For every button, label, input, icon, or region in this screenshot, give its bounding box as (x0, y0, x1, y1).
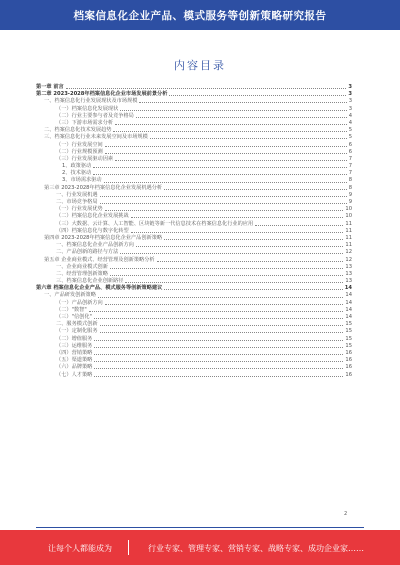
toc-entry-page: 14 (345, 292, 352, 299)
toc-entry-title: （三）运维服务 (56, 342, 93, 349)
toc-leader-dots (100, 196, 347, 197)
toc-entry-page: 15 (345, 328, 352, 335)
toc-entry-page: 14 (345, 306, 352, 313)
toc-entry-title: （四）档案信息化与数字化转型 (56, 227, 129, 234)
toc-leader-dots (94, 376, 343, 377)
toc-entry-page: 13 (345, 270, 352, 277)
toc-entry-title: 第五章 企业商业模式、经营管理及创新策略分析 (44, 256, 155, 263)
toc-entry-title: （二）增值服务 (56, 335, 93, 342)
report-header (0, 0, 400, 30)
toc-entry-title: （二）行业主要参与者及竞争格局 (56, 112, 134, 119)
footer-banner (0, 530, 400, 565)
toc-leader-dots (139, 102, 346, 103)
footer-slogan-left: 让每个人都能成为 (48, 544, 112, 553)
toc-entry-page: 12 (345, 256, 352, 263)
toc-entry-page: 16 (345, 349, 352, 356)
toc-entry[interactable] (36, 134, 352, 141)
toc-entry-title: （二）"数智" (56, 306, 87, 313)
toc-leader-dots (94, 368, 343, 369)
toc-entry[interactable] (36, 336, 352, 343)
toc-entry-title: 二、市场竞争格局 (56, 199, 98, 205)
toc-entry-title: （七）人才策略 (56, 371, 93, 378)
report-title: 档案信息化企业产品、模式服务等创新策略研究报告 (73, 10, 327, 22)
toc-entry[interactable] (36, 257, 352, 264)
toc-entry-page: 5 (348, 127, 352, 134)
toc-leader-dots (93, 167, 346, 168)
toc-entry[interactable] (36, 300, 352, 307)
toc-entry[interactable] (36, 372, 352, 379)
toc-entry-title: 一、行业发展机遇 (56, 191, 98, 198)
toc-entry-title: （二）行业规模预测 (56, 148, 103, 155)
toc-entry[interactable] (36, 213, 352, 220)
toc-entry-title: 第四章 2023-2028年档案信息化企业产品创新策略 (44, 234, 163, 241)
toc-entry[interactable] (36, 307, 352, 314)
toc-leader-dots (115, 124, 347, 125)
toc-entry[interactable] (36, 343, 352, 350)
toc-entry-page: 3 (348, 105, 352, 112)
toc-leader-dots (169, 95, 346, 96)
toc-entry-page: 11 (345, 227, 352, 234)
toc-entry-title: 3、市场需求驱动 (62, 177, 102, 184)
toc-leader-dots (113, 131, 346, 132)
toc-entry[interactable] (36, 228, 352, 235)
toc-entry[interactable] (36, 113, 352, 120)
toc-entry[interactable] (36, 221, 352, 228)
toc-leader-dots (255, 225, 343, 226)
toc-leader-dots (164, 189, 347, 190)
toc-entry-title: 一、产品研发创新策略 (44, 292, 96, 299)
toc-entry-page: 9 (348, 191, 352, 198)
toc-entry-title: （一）行业发展空间 (56, 141, 103, 148)
footer-separator (128, 540, 129, 555)
toc-entry[interactable] (36, 364, 352, 371)
toc-entry-title: 三、档案信息化企业创新路径 (56, 278, 124, 285)
toc-leader-dots (120, 110, 346, 111)
toc-entry[interactable] (36, 271, 352, 278)
toc-entry-title: （三）行业发展驱动因素 (56, 155, 114, 162)
toc-leader-dots (125, 282, 343, 283)
toc-leader-dots (150, 138, 347, 139)
toc-entry-title: （六）品牌策略 (56, 364, 93, 371)
toc-entry-title: 第一章 前言 (36, 84, 64, 90)
toc-entry-title: 第六章 档案信息化企业产品、模式服务等创新策略建议 (36, 285, 163, 292)
toc-entry[interactable] (36, 185, 352, 192)
toc-leader-dots (100, 203, 347, 204)
toc-entry-page: 6 (348, 148, 352, 155)
toc-entry[interactable] (36, 264, 352, 271)
toc-entry-page: 7 (348, 163, 352, 170)
toc-entry-page: 3 (348, 91, 352, 98)
toc-title: 内容目录 (174, 59, 226, 72)
toc-leader-dots (164, 289, 342, 290)
toc-leader-dots (105, 146, 347, 147)
toc-entry-page: 11 (345, 234, 352, 241)
toc-entry-title: （五）渠道策略 (56, 357, 93, 364)
toc-entry-title: （二）档案信息化企业发展挑战 (56, 213, 129, 220)
toc-entry-title: 二、档案信息化技术发展趋势 (44, 127, 112, 134)
toc-entry[interactable] (36, 142, 352, 149)
toc-leader-dots (94, 347, 343, 348)
toc-leader-dots (164, 239, 343, 240)
toc-entry-title: 2、技术驱动 (62, 170, 92, 177)
toc-leader-dots (94, 361, 343, 362)
toc-leader-dots (105, 210, 344, 211)
toc-entry[interactable] (36, 149, 352, 156)
toc-entry-title: 二、经营管理创新策略 (56, 270, 108, 277)
toc-entry-page: 9 (348, 199, 352, 205)
toc-leader-dots (110, 275, 344, 276)
toc-entry-page: 14 (345, 299, 352, 306)
toc-entry-title: 一、档案信息化行业发展现状及市场规模 (44, 98, 138, 105)
toc-leader-dots (131, 217, 344, 218)
toc-entry[interactable] (36, 328, 352, 335)
toc-entry-title: （一）档案信息化发展现状 (56, 105, 119, 112)
toc-entry[interactable] (36, 98, 352, 105)
toc-entry[interactable] (36, 192, 352, 199)
toc-entry-title: 第三章 2023-2028年档案信息化企业发展机遇分析 (44, 184, 163, 191)
footer-divider (36, 527, 364, 528)
toc-entry-page: 8 (348, 184, 352, 191)
toc-leader-dots (94, 318, 343, 319)
toc-entry-title: （四）营销策略 (56, 349, 93, 356)
toc-entry-page: 14 (344, 285, 352, 292)
toc-entry-title: （一）行业发展优势 (56, 206, 103, 213)
toc-entry-page: 16 (345, 364, 352, 371)
toc-entry-page: 10 (345, 206, 352, 213)
toc-entry-title: （三）"信创化" (56, 314, 92, 320)
toc-entry-page: 16 (345, 371, 352, 378)
toc-entry-page: 15 (345, 342, 352, 349)
toc-leader-dots (89, 311, 344, 312)
toc-leader-dots (98, 297, 344, 298)
toc-leader-dots (94, 340, 343, 341)
toc-entry-title: 三、档案信息化行业未来发展空间及市场规模 (44, 134, 148, 141)
toc-entry-page: 4 (348, 112, 352, 119)
toc-leader-dots (136, 246, 344, 247)
toc-leader-dots (157, 261, 344, 262)
toc-leader-dots (105, 304, 344, 305)
toc-entry-page: 16 (345, 357, 352, 364)
toc-list (36, 84, 352, 379)
toc-leader-dots (100, 332, 344, 333)
toc-entry-page: 15 (345, 321, 352, 328)
toc-entry-title: 第二章 2023-2028年档案信息化企业市场发展前景分析 (36, 91, 168, 98)
toc-entry-page: 7 (348, 155, 352, 162)
toc-entry-page: 12 (345, 249, 352, 256)
toc-leader-dots (131, 232, 344, 233)
toc-entry-page: 11 (345, 220, 352, 227)
toc-entry-page: 8 (348, 177, 352, 184)
toc-entry-title: （一）产品创新方向 (56, 299, 103, 306)
toc-entry-page: 11 (345, 242, 352, 249)
toc-entry-page: 7 (348, 170, 352, 177)
toc-leader-dots (110, 268, 344, 269)
toc-entry-page: 5 (348, 134, 352, 141)
toc-leader-dots (105, 153, 347, 154)
footer-slogan-right: 行业专家、管理专家、营销专家、战略专家、成功企业家…… (148, 544, 364, 553)
toc-entry-title: （一）定制化服务 (56, 328, 98, 335)
toc-entry-page: 3 (348, 98, 352, 105)
toc-leader-dots (66, 88, 347, 89)
toc-leader-dots (120, 253, 343, 254)
toc-entry-page: 15 (345, 335, 352, 342)
toc-entry-page: 3 (348, 84, 352, 90)
toc-entry-page: 4 (348, 119, 352, 126)
toc-entry-page: 13 (345, 263, 352, 270)
toc-leader-dots (115, 160, 347, 161)
toc-entry-title: 一、档案信息化企业产品创新方向 (56, 242, 134, 249)
toc-entry-page: 14 (345, 314, 352, 320)
toc-entry[interactable] (36, 249, 352, 256)
toc-entry-page: 10 (345, 213, 352, 220)
toc-entry-page: 6 (348, 141, 352, 148)
toc-entry-title: （三）下游市场需求分析 (56, 119, 114, 126)
toc-entry[interactable] (36, 292, 352, 299)
toc-leader-dots (94, 354, 343, 355)
toc-entry-title: 一、企业商业模式创新 (56, 263, 108, 270)
toc-leader-dots (104, 182, 347, 183)
toc-entry[interactable] (36, 177, 352, 184)
page-number: 2 (344, 511, 348, 517)
toc-entry[interactable] (36, 106, 352, 113)
toc-entry-title: （三）大数据、云计算、人工智能、区块链等新一代信息技术在档案信息化行业的应用 (56, 220, 254, 227)
toc-entry-title: 二、服务模式创新 (56, 321, 98, 328)
toc-leader-dots (100, 325, 344, 326)
toc-entry-title: 1、政策驱动 (62, 163, 92, 170)
toc-entry-page: 13 (345, 278, 352, 285)
toc-entry[interactable] (36, 156, 352, 163)
toc-leader-dots (93, 174, 346, 175)
toc-entry-title: 二、产品创新的路径与方法 (56, 249, 119, 256)
toc-leader-dots (136, 117, 347, 118)
